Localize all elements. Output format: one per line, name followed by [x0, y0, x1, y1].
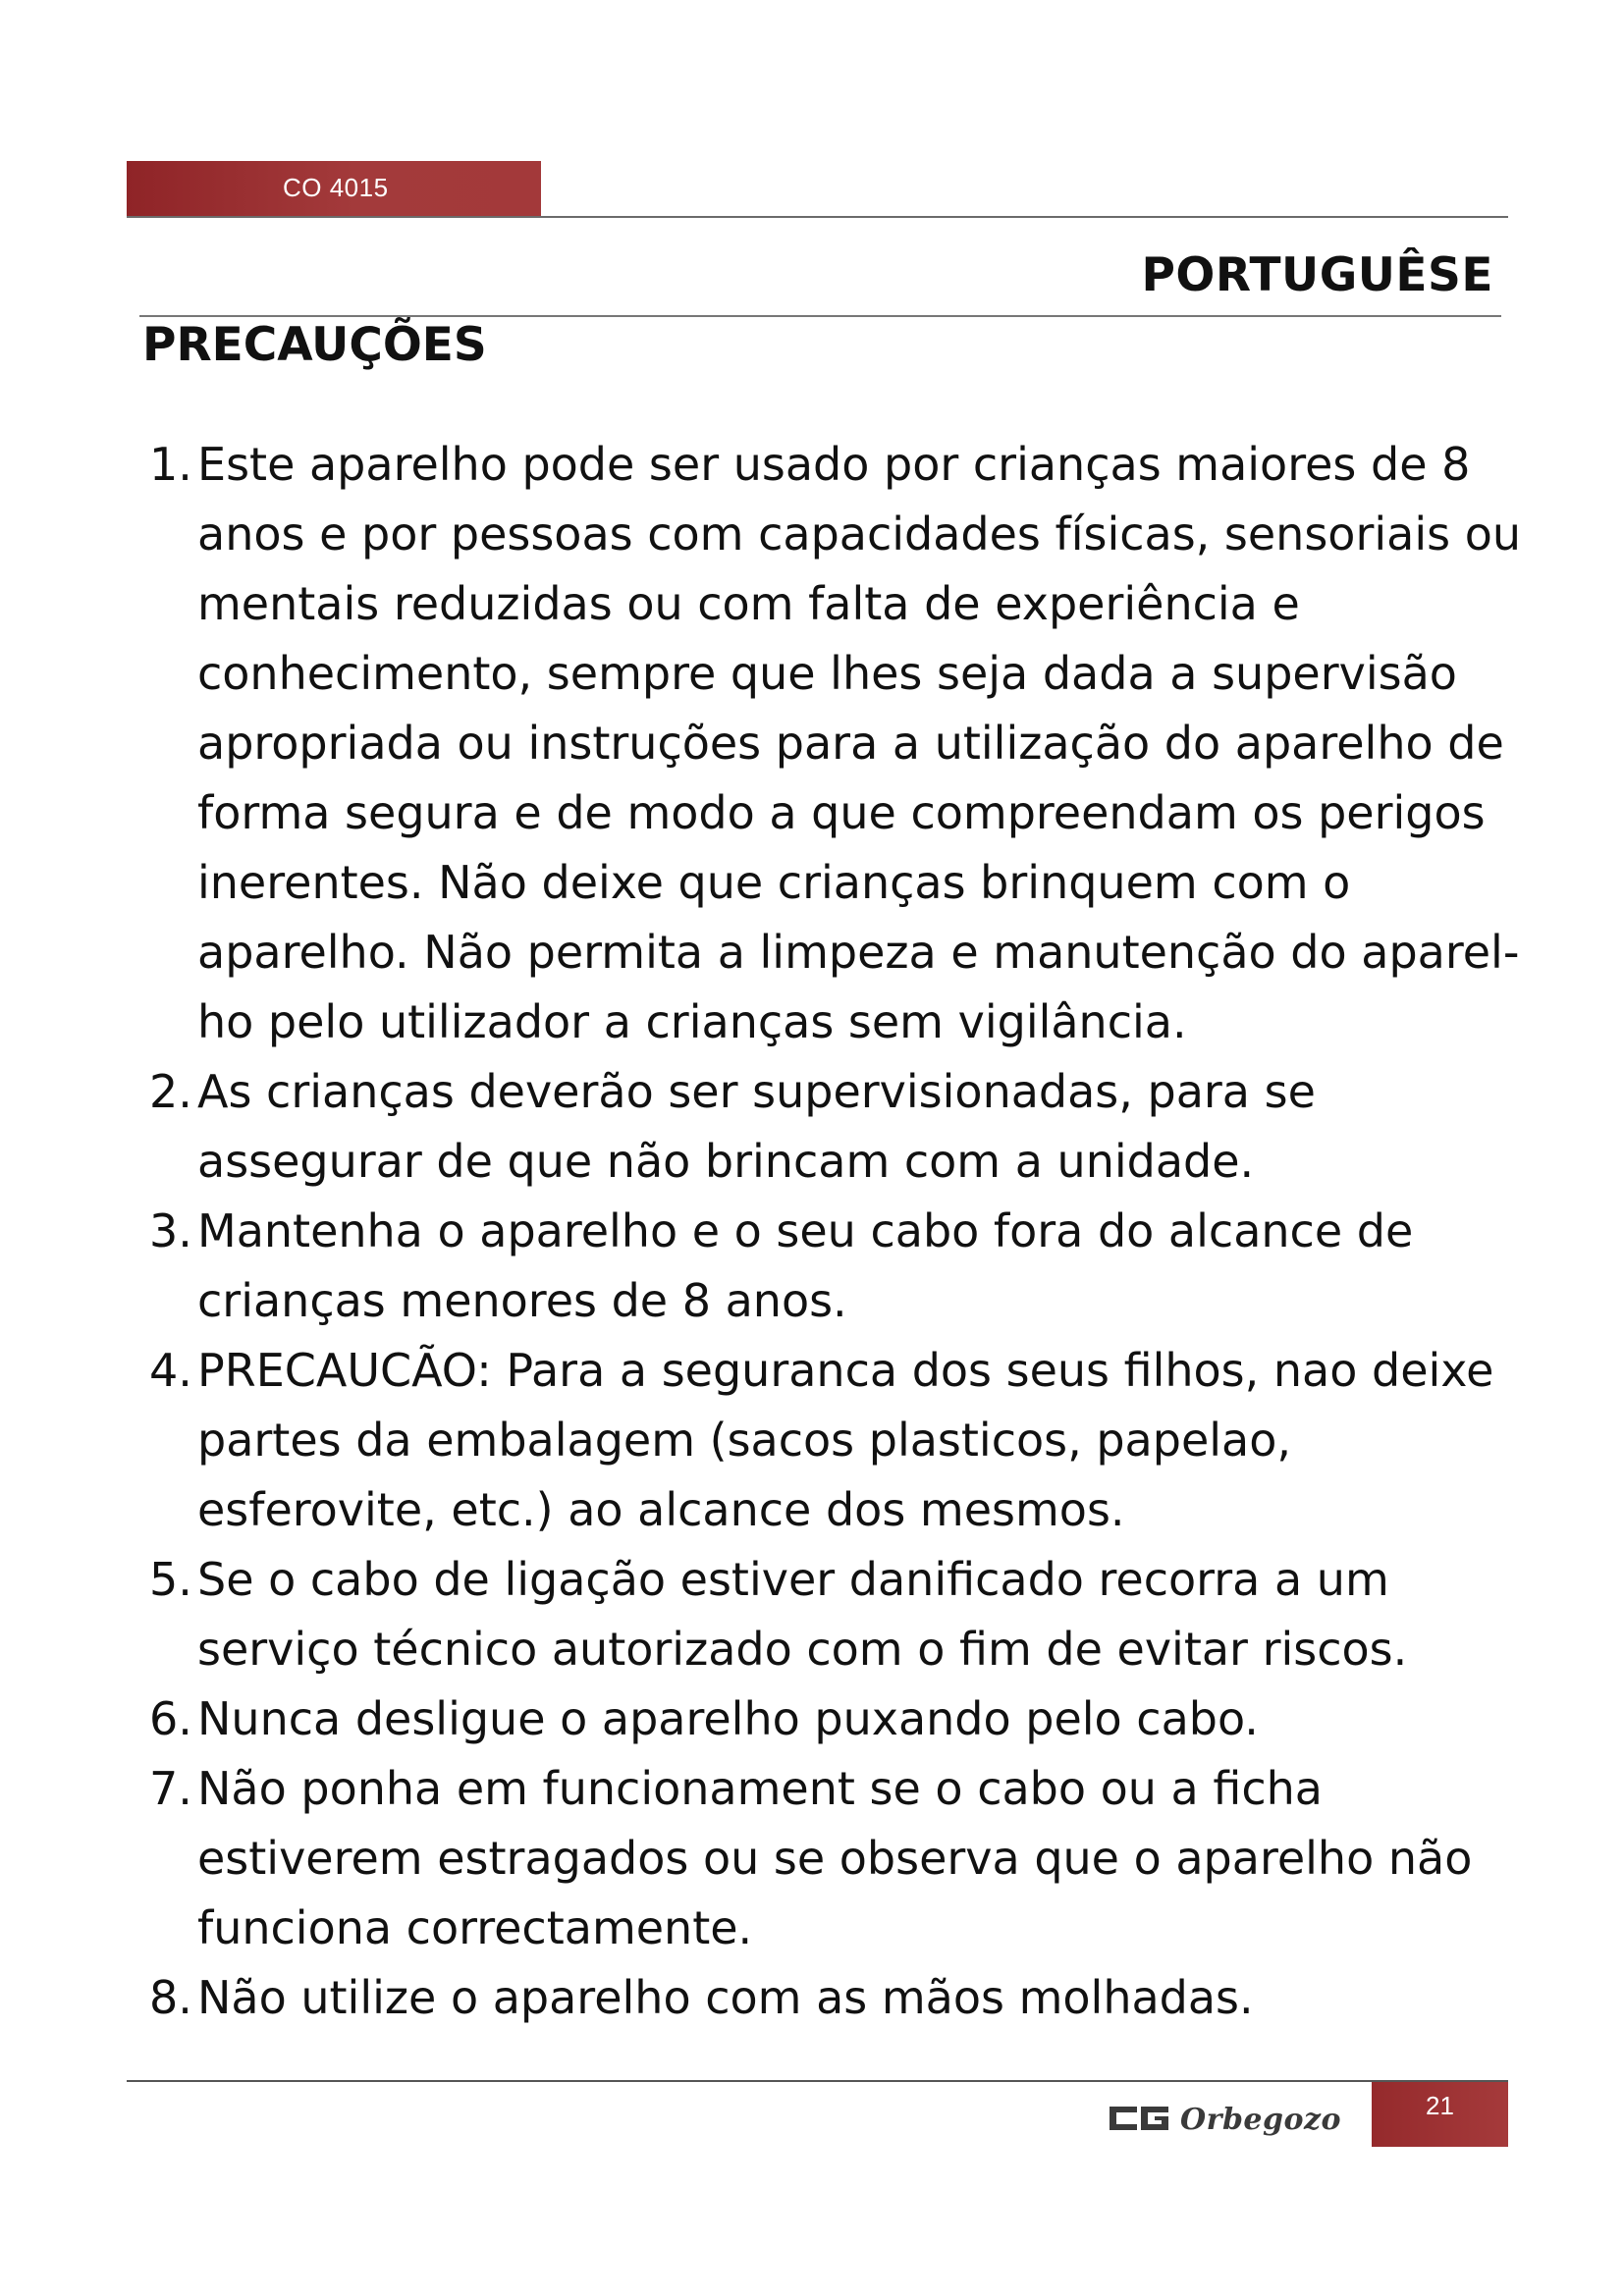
precaution-text: Mantenha o aparelho e o seu cabo fora do alcance de crianças menores de 8 anos.: [197, 1204, 1414, 1327]
precaution-number: 7.: [149, 1762, 192, 1815]
precaution-number: 4.: [149, 1344, 192, 1397]
precaution-text: Este aparelho pode ser usado por crianças maiores de 8 anos e por pessoas com capacidades físicas, sensoriais ou mentais reduzidas ou com falta de experiência e conhecimento, sempre que lhes seja dada a supervisão apropriada ou instruções para a utilização do aparelho de forma segura e de modo a que compreendam os perigos inerentes. Não deixe que crianças brinquem com o aparelho. Não permita a limpeza e manutenção do aparel-ho pelo utilizador a crianças sem vigilância.: [197, 438, 1521, 1048]
language-heading: PORTUGUÊSE: [1141, 248, 1493, 302]
language-divider: [139, 315, 1501, 317]
precaution-item: [149, 430, 1524, 1057]
precaution-item: [149, 1963, 1524, 2033]
precaution-item: [149, 1545, 1524, 1684]
precaution-number: 2.: [149, 1065, 192, 1118]
precaution-number: 1.: [149, 438, 192, 491]
footer-divider: [127, 2080, 1508, 2082]
precaution-item: [149, 1336, 1524, 1545]
precaution-number: 8.: [149, 1971, 192, 2024]
precaution-text: PRECAUCÃO: Para a seguranca dos seus filhos, nao deixe partes da embalagem (sacos plasticos, papelao, esferovite, etc.) ao alcance dos mesmos.: [197, 1344, 1494, 1536]
header-divider: [127, 216, 1508, 218]
orbegozo-logo: [1108, 2097, 1355, 2138]
section-title: PRECAUÇÕES: [142, 318, 487, 372]
precaution-text: Não ponha em funcionament se o cabo ou a ficha estiverem estragados ou se observa que o aparelho não funciona correctamente.: [197, 1762, 1473, 1954]
precaution-text: Nunca desligue o aparelho puxando pelo cabo.: [197, 1692, 1259, 1745]
precaution-text: Se o cabo de ligação estiver danificado recorra a um serviço técnico autorizado com o fim de evitar riscos.: [197, 1553, 1408, 1676]
precautions-list: [149, 430, 1524, 2033]
precaution-item: [149, 1684, 1524, 1754]
page-number: 21: [1426, 2091, 1454, 2120]
precaution-item: [149, 1754, 1524, 1963]
svg-text:Orbegozo: Orbegozo: [1180, 2103, 1342, 2137]
precaution-text: Não utilize o aparelho com as mãos molhadas.: [197, 1971, 1254, 2024]
precaution-number: 3.: [149, 1204, 192, 1257]
precaution-item: [149, 1197, 1524, 1336]
precaution-number: 5.: [149, 1553, 192, 1606]
precaution-item: [149, 1057, 1524, 1197]
model-number: CO 4015: [283, 173, 389, 202]
precaution-number: 6.: [149, 1692, 192, 1745]
precaution-text: As crianças deverão ser supervisionadas, para se assegurar de que não brincam com a unidade.: [197, 1065, 1316, 1188]
